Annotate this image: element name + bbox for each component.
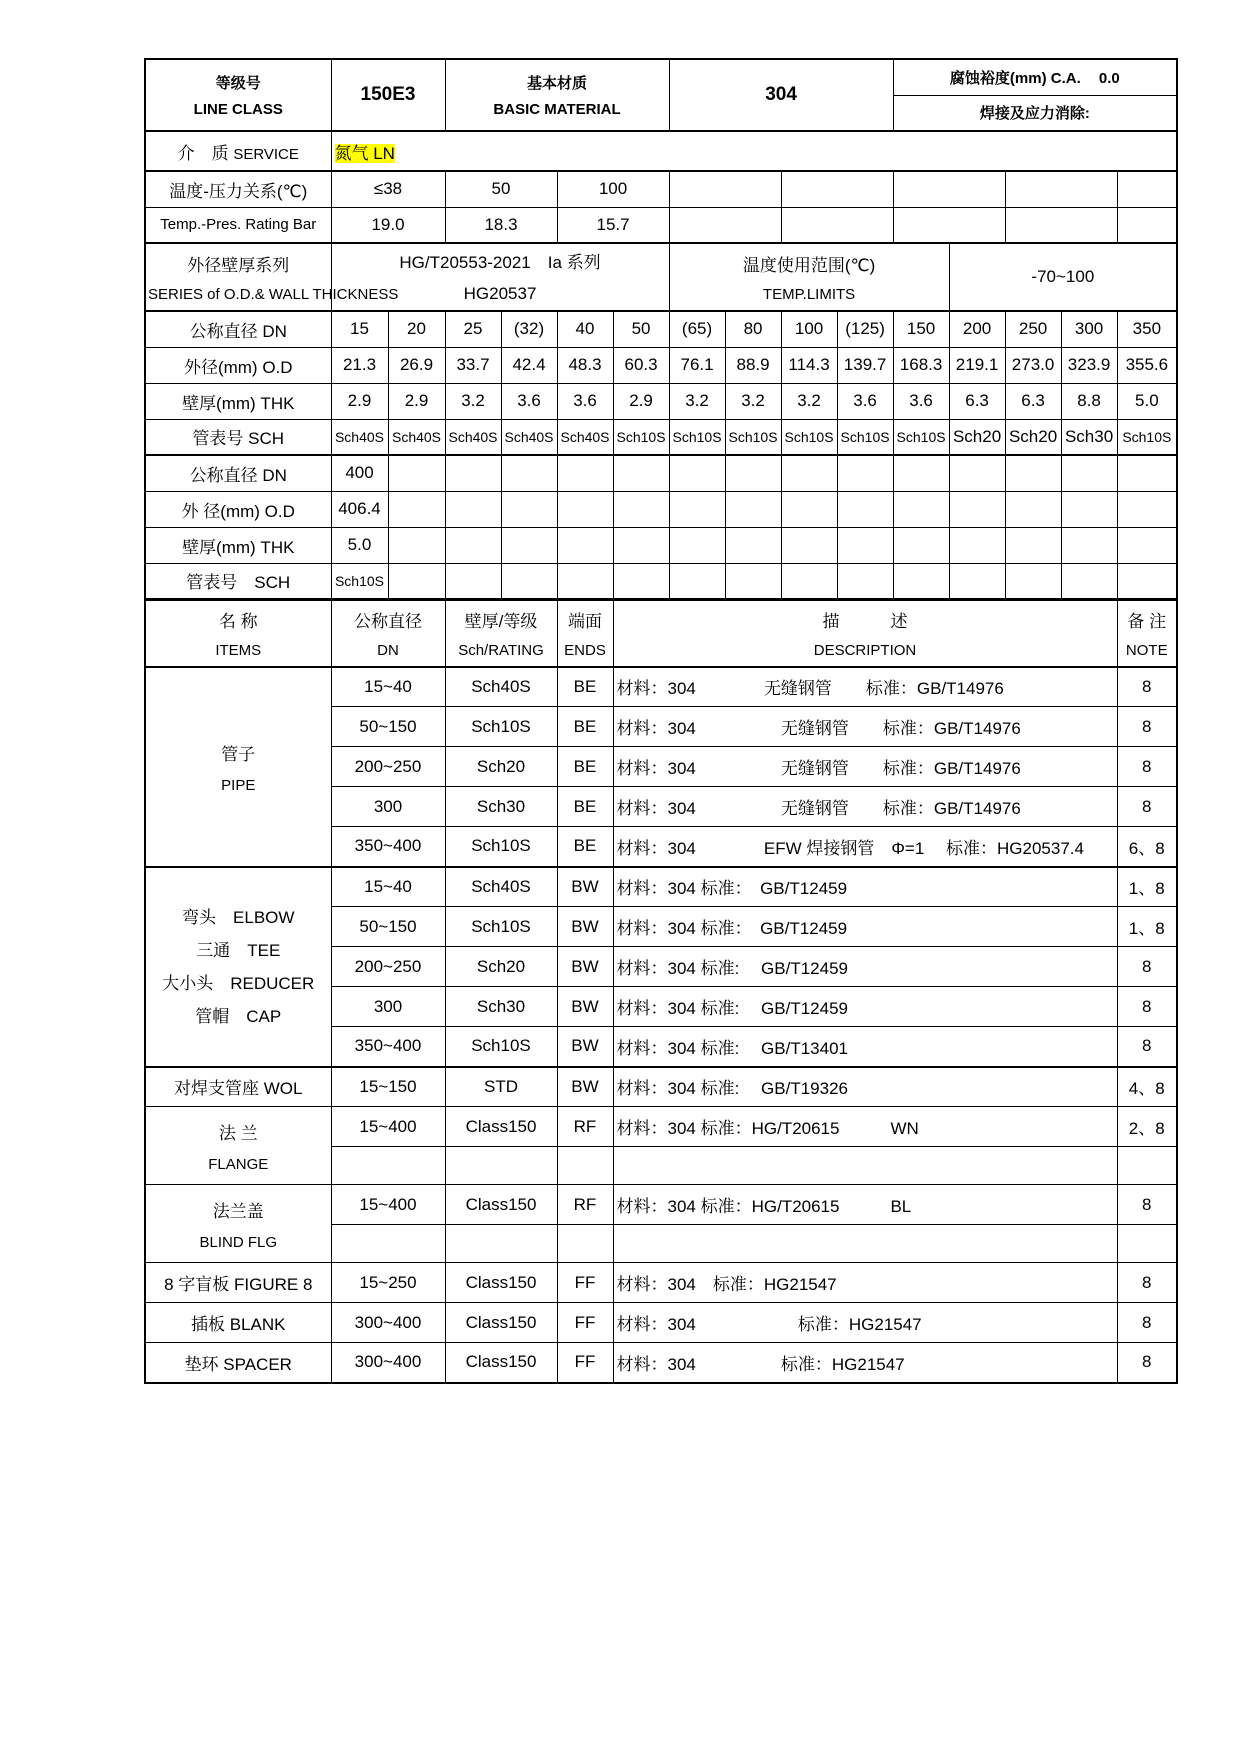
rating-temp-empty bbox=[1117, 171, 1177, 207]
line-class-value: 150E3 bbox=[331, 59, 445, 131]
thk-cell: 3.2 bbox=[669, 383, 725, 419]
blank-label: 插板 BLANK bbox=[145, 1303, 331, 1343]
items-header-dn-cn: 公称直径 bbox=[354, 612, 422, 632]
thk-cell: 3.6 bbox=[837, 383, 893, 419]
row-dn: 50~150 bbox=[331, 707, 445, 747]
row-dn: 300~400 bbox=[331, 1303, 445, 1343]
fitting-elbow-label: 弯头 ELBOW bbox=[182, 907, 295, 927]
rating-pres-empty bbox=[669, 207, 781, 243]
items-header-row bbox=[145, 601, 1177, 667]
line-class-table bbox=[144, 58, 1178, 600]
dn-cell: 25 bbox=[445, 311, 501, 347]
row-desc: 材料：304 标准：HG21547 bbox=[613, 1343, 1117, 1383]
rating-temp-2: 50 bbox=[445, 171, 557, 207]
row-sch: Sch40S bbox=[445, 667, 557, 707]
row-dn: 200~250 bbox=[331, 747, 445, 787]
items-header-note bbox=[1117, 601, 1177, 667]
od-cell: 48.3 bbox=[557, 347, 613, 383]
line-class-label bbox=[145, 59, 331, 131]
thk-row-2 bbox=[145, 527, 1177, 563]
items-header-dn bbox=[331, 601, 445, 667]
sch-cell: Sch30 bbox=[1061, 419, 1117, 455]
dn-label-2: 公称直径 DN bbox=[145, 455, 331, 491]
row-ends: BE bbox=[557, 707, 613, 747]
sch-row bbox=[145, 419, 1177, 455]
sch-cell: Sch10S bbox=[669, 419, 725, 455]
row-sch: Sch10S bbox=[445, 1027, 557, 1067]
row-dn: 15~40 bbox=[331, 667, 445, 707]
thk-cell: 6.3 bbox=[949, 383, 1005, 419]
row-ends: BE bbox=[557, 667, 613, 707]
dn-cell-2: 400 bbox=[331, 455, 388, 491]
items-header-desc-cn: 描 述 bbox=[822, 612, 908, 632]
service-label-en: SERVICE bbox=[233, 145, 299, 163]
sch-row-2 bbox=[145, 563, 1177, 599]
row-sch: Class150 bbox=[445, 1263, 557, 1303]
sch-cell: Sch40S bbox=[445, 419, 501, 455]
row-dn: 350~400 bbox=[331, 827, 445, 867]
od-cell: 139.7 bbox=[837, 347, 893, 383]
rating-label-cn: 温度-压力关系(℃) bbox=[145, 171, 331, 207]
flange-label-en: FLANGE bbox=[208, 1155, 269, 1173]
od-cell-2: 406.4 bbox=[331, 491, 388, 527]
row-desc: 材料：304 标准: GB/T12459 bbox=[613, 987, 1117, 1027]
thk-label-2: 壁厚(mm) THK bbox=[145, 527, 331, 563]
thk-row bbox=[145, 383, 1177, 419]
row-desc: 材料：304 标准：HG/T20615 BL bbox=[613, 1185, 1117, 1225]
pwht-label: 焊接及应力消除: bbox=[893, 95, 1177, 131]
rating-temp-empty bbox=[669, 171, 781, 207]
row-sch: Sch10S bbox=[445, 707, 557, 747]
dn-label: 公称直径 DN bbox=[145, 311, 331, 347]
row-desc: 材料：304 标准: GB/T12459 bbox=[613, 947, 1117, 987]
row-note: 8 bbox=[1117, 787, 1177, 827]
row-note: 4、8 bbox=[1117, 1067, 1177, 1107]
wol-label: 对焊支管座 WOL bbox=[145, 1067, 331, 1107]
rating-pres-empty bbox=[1005, 207, 1117, 243]
pipe-label-en: PIPE bbox=[221, 776, 256, 794]
row-ends: BW bbox=[557, 867, 613, 907]
row-note: 8 bbox=[1117, 667, 1177, 707]
fittings-group-label bbox=[145, 867, 331, 1067]
thk-cell: 2.9 bbox=[331, 383, 388, 419]
table-row bbox=[145, 1067, 1177, 1107]
row-ends: BW bbox=[557, 947, 613, 987]
row-desc: 材料：304 EFW 焊接钢管 Φ=1 标准：HG20537.4 bbox=[613, 827, 1117, 867]
sch-cell: Sch10S bbox=[893, 419, 949, 455]
row-sch: STD bbox=[445, 1067, 557, 1107]
row-desc: 材料：304 无缝钢管 标准：GB/T14976 bbox=[613, 667, 1117, 707]
od-row-2 bbox=[145, 491, 1177, 527]
row-note: 8 bbox=[1117, 947, 1177, 987]
row-note: 8 bbox=[1117, 1027, 1177, 1067]
items-header-note-cn: 备 注 bbox=[1127, 612, 1167, 632]
items-header-thk-en: Sch/RATING bbox=[458, 642, 544, 660]
items-header-desc bbox=[613, 601, 1117, 667]
sch-cell: Sch40S bbox=[388, 419, 445, 455]
thk-cell: 5.0 bbox=[1117, 383, 1177, 419]
thk-cell: 3.2 bbox=[781, 383, 837, 419]
od-cell: 355.6 bbox=[1117, 347, 1177, 383]
table-row bbox=[145, 867, 1177, 907]
flange-label bbox=[145, 1107, 331, 1185]
dn-cell: 150 bbox=[893, 311, 949, 347]
thk-cell: 2.9 bbox=[613, 383, 669, 419]
sch-label: 管表号 SCH bbox=[145, 419, 331, 455]
row-note: 6、8 bbox=[1117, 827, 1177, 867]
pipe-label-cn: 管子 bbox=[221, 744, 256, 764]
row-dn: 15~150 bbox=[331, 1067, 445, 1107]
items-header-thk bbox=[445, 601, 557, 667]
service-value: 氮气 LN bbox=[334, 143, 395, 163]
row-dn: 350~400 bbox=[331, 1027, 445, 1067]
service-label bbox=[145, 131, 331, 171]
od-cell: 273.0 bbox=[1005, 347, 1061, 383]
corrosion-value: 0.0 bbox=[1098, 69, 1120, 87]
row-dn: 15~40 bbox=[331, 867, 445, 907]
items-header-thk-cn: 壁厚/等级 bbox=[464, 612, 538, 632]
od-cell: 76.1 bbox=[669, 347, 725, 383]
line-class-sheet bbox=[144, 58, 1176, 1384]
rating-pres-empty bbox=[893, 207, 1005, 243]
thk-cell: 2.9 bbox=[388, 383, 445, 419]
sch-cell: Sch40S bbox=[557, 419, 613, 455]
row-sch: Sch40S bbox=[445, 867, 557, 907]
dn-cell: 100 bbox=[781, 311, 837, 347]
dn-row-2 bbox=[145, 455, 1177, 491]
dn-cell: 200 bbox=[949, 311, 1005, 347]
spacer-label: 垫环 SPACER bbox=[145, 1343, 331, 1383]
fitting-reducer-label: 大小头 REDUCER bbox=[162, 973, 315, 993]
thk-cell: 8.8 bbox=[1061, 383, 1117, 419]
row-ends: BW bbox=[557, 987, 613, 1027]
rating-temp-empty bbox=[781, 171, 893, 207]
row-sch: Sch10S bbox=[445, 827, 557, 867]
row-desc: 材料：304 标准: GB/T19326 bbox=[613, 1067, 1117, 1107]
items-header-name-cn: 名 称 bbox=[218, 612, 258, 632]
rating-temp-empty bbox=[893, 171, 1005, 207]
row-sch: Sch20 bbox=[445, 747, 557, 787]
row-sch: Class150 bbox=[445, 1185, 557, 1225]
blind-label-cn: 法兰盖 bbox=[212, 1201, 264, 1221]
series-std-2: HG20537 bbox=[331, 277, 669, 311]
row-dn: 300~400 bbox=[331, 1343, 445, 1383]
dn-row bbox=[145, 311, 1177, 347]
sch-cell: Sch10S bbox=[781, 419, 837, 455]
rating-pres-2: 18.3 bbox=[445, 207, 557, 243]
od-cell: 114.3 bbox=[781, 347, 837, 383]
rating-temp-1: ≤38 bbox=[331, 171, 445, 207]
row-sch: Sch10S bbox=[445, 907, 557, 947]
rating-pres-empty bbox=[781, 207, 893, 243]
basic-material-value: 304 bbox=[669, 59, 893, 131]
row-ends: FF bbox=[557, 1263, 613, 1303]
row-desc: 材料：304 标准：HG/T20615 WN bbox=[613, 1107, 1117, 1147]
row-desc: 材料：304 无缝钢管 标准：GB/T14976 bbox=[613, 787, 1117, 827]
series-label-cn: 外径壁厚系列 bbox=[187, 256, 290, 275]
table-row bbox=[145, 1107, 1177, 1147]
row-dn: 15~400 bbox=[331, 1107, 445, 1147]
od-cell: 26.9 bbox=[388, 347, 445, 383]
dn-cell: 250 bbox=[1005, 311, 1061, 347]
rating-pres-3: 15.7 bbox=[557, 207, 669, 243]
row-desc: 材料：304 无缝钢管 标准：GB/T14976 bbox=[613, 707, 1117, 747]
row-note: 8 bbox=[1117, 1185, 1177, 1225]
dn-cell: 40 bbox=[557, 311, 613, 347]
series-row-1 bbox=[145, 243, 1177, 277]
od-cell: 60.3 bbox=[613, 347, 669, 383]
basic-material-en: BASIC MATERIAL bbox=[493, 101, 621, 118]
items-header-ends-cn: 端面 bbox=[568, 612, 602, 632]
items-header-ends-en: ENDS bbox=[564, 642, 606, 660]
row-note: 8 bbox=[1117, 1343, 1177, 1383]
table-row bbox=[145, 1185, 1177, 1225]
thk-cell: 3.6 bbox=[557, 383, 613, 419]
temp-limits-cn: 温度使用范围(℃) bbox=[742, 256, 876, 275]
series-label-en: SERIES of O.D.& WALL THICKNESS bbox=[148, 286, 399, 303]
service-row bbox=[145, 131, 1177, 171]
corrosion-label: 腐蚀裕度(mm) C.A. bbox=[949, 69, 1081, 87]
row-desc: 材料：304 无缝钢管 标准：GB/T14976 bbox=[613, 747, 1117, 787]
thk-cell: 3.2 bbox=[725, 383, 781, 419]
thk-cell: 3.2 bbox=[445, 383, 501, 419]
line-class-en: LINE CLASS bbox=[193, 101, 283, 118]
blind-label-en: BLIND FLG bbox=[199, 1233, 278, 1251]
row-note: 1、8 bbox=[1117, 907, 1177, 947]
row-dn: 15~400 bbox=[331, 1185, 445, 1225]
od-label-2: 外 径(mm) O.D bbox=[145, 491, 331, 527]
fitting-tee-label: 三通 TEE bbox=[196, 940, 281, 960]
header-row-1 bbox=[145, 59, 1177, 95]
row-dn: 300 bbox=[331, 787, 445, 827]
fig8-label: 8 字盲板 FIGURE 8 bbox=[145, 1263, 331, 1303]
od-cell: 21.3 bbox=[331, 347, 388, 383]
row-sch: Sch20 bbox=[445, 947, 557, 987]
od-row bbox=[145, 347, 1177, 383]
row-desc: 材料：304 标准： GB/T12459 bbox=[613, 907, 1117, 947]
od-cell: 323.9 bbox=[1061, 347, 1117, 383]
row-ends: BW bbox=[557, 907, 613, 947]
dn-cell: 15 bbox=[331, 311, 388, 347]
row-ends: BW bbox=[557, 1027, 613, 1067]
row-dn: 300 bbox=[331, 987, 445, 1027]
dn-cell: (32) bbox=[501, 311, 557, 347]
sch-cell: Sch10S bbox=[837, 419, 893, 455]
sch-cell: Sch40S bbox=[331, 419, 388, 455]
thk-cell: 6.3 bbox=[1005, 383, 1061, 419]
dn-cell: 50 bbox=[613, 311, 669, 347]
basic-material-cn: 基本材质 bbox=[527, 75, 588, 92]
row-sch: Class150 bbox=[445, 1107, 557, 1147]
temp-limits-label bbox=[669, 243, 949, 311]
rating-label-en: Temp.-Pres. Rating Bar bbox=[145, 207, 331, 243]
thk-cell-2: 5.0 bbox=[331, 527, 388, 563]
dn-cell: 80 bbox=[725, 311, 781, 347]
od-cell: 33.7 bbox=[445, 347, 501, 383]
row-sch: Class150 bbox=[445, 1343, 557, 1383]
dn-cell: 20 bbox=[388, 311, 445, 347]
row-ends: BE bbox=[557, 827, 613, 867]
dn-cell: (125) bbox=[837, 311, 893, 347]
sch-cell: Sch20 bbox=[1005, 419, 1061, 455]
row-desc: 材料：304 标准：HG21547 bbox=[613, 1303, 1117, 1343]
items-header-ends bbox=[557, 601, 613, 667]
row-sch: Sch30 bbox=[445, 787, 557, 827]
items-header-desc-en: DESCRIPTION bbox=[813, 642, 917, 660]
row-desc: 材料：304 标准： GB/T12459 bbox=[613, 867, 1117, 907]
row-note: 8 bbox=[1117, 1263, 1177, 1303]
row-note: 8 bbox=[1117, 987, 1177, 1027]
od-cell: 219.1 bbox=[949, 347, 1005, 383]
items-header-name bbox=[145, 601, 331, 667]
items-header-note-en: NOTE bbox=[1125, 642, 1168, 660]
line-class-cn: 等级号 bbox=[215, 75, 261, 92]
items-header-name-en: ITEMS bbox=[215, 642, 262, 660]
sch-cell-2: Sch10S bbox=[331, 563, 388, 599]
row-ends: BW bbox=[557, 1067, 613, 1107]
od-cell: 88.9 bbox=[725, 347, 781, 383]
row-ends: BE bbox=[557, 787, 613, 827]
thk-label: 壁厚(mm) THK bbox=[145, 383, 331, 419]
pipe-group-label bbox=[145, 667, 331, 867]
rating-pres-1: 19.0 bbox=[331, 207, 445, 243]
items-header-dn-en: DN bbox=[377, 642, 399, 660]
fitting-cap-label: 管帽 CAP bbox=[195, 1006, 282, 1026]
table-row bbox=[145, 1343, 1177, 1383]
rating-temp-empty bbox=[1005, 171, 1117, 207]
row-ends: FF bbox=[557, 1343, 613, 1383]
table-row bbox=[145, 667, 1177, 707]
service-label-cn: 介 质 bbox=[177, 143, 229, 163]
sch-cell: Sch10S bbox=[1117, 419, 1177, 455]
sch-cell: Sch20 bbox=[949, 419, 1005, 455]
sch-cell: Sch10S bbox=[725, 419, 781, 455]
dn-cell: 350 bbox=[1117, 311, 1177, 347]
series-label bbox=[145, 243, 399, 311]
row-note: 8 bbox=[1117, 707, 1177, 747]
dn-cell: (65) bbox=[669, 311, 725, 347]
rating-pres-empty bbox=[1117, 207, 1177, 243]
row-ends: RF bbox=[557, 1107, 613, 1147]
row-dn: 50~150 bbox=[331, 907, 445, 947]
dn-cell: 300 bbox=[1061, 311, 1117, 347]
row-desc: 材料：304 标准: GB/T13401 bbox=[613, 1027, 1117, 1067]
blind-label bbox=[145, 1185, 331, 1263]
table-row bbox=[145, 1263, 1177, 1303]
corrosion-allowance bbox=[893, 59, 1177, 95]
table-row bbox=[145, 1303, 1177, 1343]
sch-label-2: 管表号 SCH bbox=[145, 563, 331, 599]
rating-temp-3: 100 bbox=[557, 171, 669, 207]
od-cell: 42.4 bbox=[501, 347, 557, 383]
items-table bbox=[144, 600, 1178, 1384]
row-ends: BE bbox=[557, 747, 613, 787]
row-sch: Sch30 bbox=[445, 987, 557, 1027]
row-note: 8 bbox=[1117, 1303, 1177, 1343]
row-desc: 材料：304 标准：HG21547 bbox=[613, 1263, 1117, 1303]
row-note: 8 bbox=[1117, 747, 1177, 787]
row-dn: 200~250 bbox=[331, 947, 445, 987]
temp-limits-value: -70~100 bbox=[949, 243, 1177, 311]
thk-cell: 3.6 bbox=[893, 383, 949, 419]
row-note: 2、8 bbox=[1117, 1107, 1177, 1147]
row-ends: RF bbox=[557, 1185, 613, 1225]
rating-pres-row bbox=[145, 207, 1177, 243]
row-ends: FF bbox=[557, 1303, 613, 1343]
od-cell: 168.3 bbox=[893, 347, 949, 383]
flange-label-cn: 法 兰 bbox=[218, 1123, 258, 1143]
temp-limits-en: TEMP.LIMITS bbox=[762, 286, 856, 303]
od-label: 外径(mm) O.D bbox=[145, 347, 331, 383]
sch-cell: Sch40S bbox=[501, 419, 557, 455]
row-sch: Class150 bbox=[445, 1303, 557, 1343]
row-dn: 15~250 bbox=[331, 1263, 445, 1303]
rating-temp-row bbox=[145, 171, 1177, 207]
thk-cell: 3.6 bbox=[501, 383, 557, 419]
service-value-cell bbox=[331, 131, 1177, 171]
row-note: 1、8 bbox=[1117, 867, 1177, 907]
sch-cell: Sch10S bbox=[613, 419, 669, 455]
basic-material-label bbox=[445, 59, 669, 131]
series-std-1: HG/T20553-2021 Ia 系列 bbox=[331, 243, 669, 277]
